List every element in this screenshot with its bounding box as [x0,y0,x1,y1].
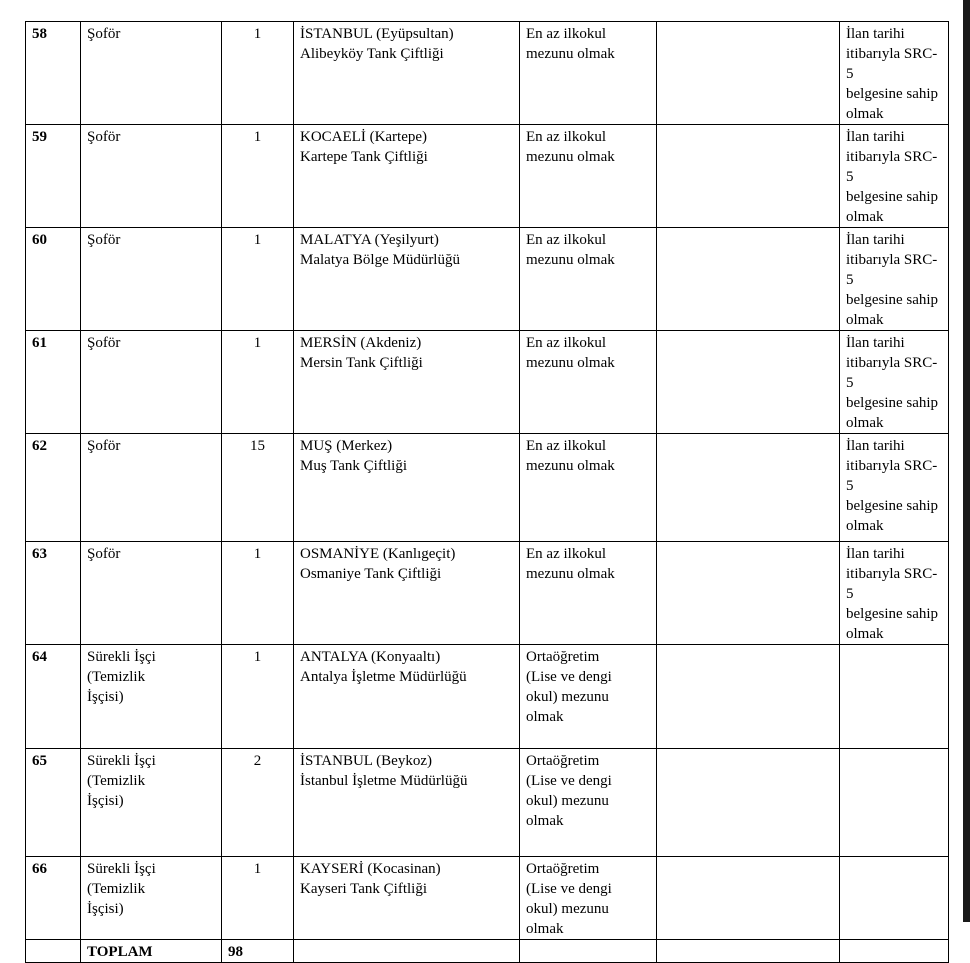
education-cell [520,228,657,331]
education-cell-line: mezunu olmak [526,566,615,582]
education-cell [520,542,657,645]
position-cell-line: İşçisi) [87,793,124,809]
notes-cell [840,645,949,749]
row-number: 65 [26,749,81,857]
total-empty-cell [294,940,520,963]
location-cell-line: Kayseri Tank Çiftliği [300,881,427,897]
education-cell-line: mezunu olmak [526,46,615,62]
education-cell [520,22,657,125]
notes-cell-line: belgesine sahip [846,86,939,102]
notes-cell-line: olmak [846,518,884,534]
table-row [26,22,949,125]
table-body [26,22,949,963]
position-cell [81,434,222,542]
table-row [26,331,949,434]
row-number: 59 [26,125,81,228]
extra-cell [657,434,840,542]
education-cell-line: En az ilkokul [526,26,606,42]
notes-cell-line: olmak [846,415,884,431]
education-cell [520,434,657,542]
count-cell: 1 [222,645,294,749]
table-row [26,228,949,331]
education-cell-line: En az ilkokul [526,232,606,248]
location-cell-line: Antalya İşletme Müdürlüğü [300,669,467,685]
extra-cell [657,542,840,645]
extra-cell [657,645,840,749]
education-cell-line: (Lise ve dengi [526,773,612,789]
position-cell-line: Şoför [87,546,121,562]
education-cell [520,125,657,228]
count-cell: 1 [222,331,294,434]
notes-cell-line: belgesine sahip [846,606,939,622]
table-row [26,749,949,857]
notes-cell-line: İlan tarihi [846,232,905,248]
education-cell-line: mezunu olmak [526,149,615,165]
notes-cell-line: belgesine sahip [846,498,939,514]
education-cell-line: mezunu olmak [526,252,615,268]
education-cell-line: En az ilkokul [526,438,606,454]
position-cell-line: Şoför [87,232,121,248]
count-cell: 15 [222,434,294,542]
total-row [26,940,949,963]
education-cell-line: (Lise ve dengi [526,881,612,897]
notes-cell [840,125,949,228]
position-cell-line: Şoför [87,438,121,454]
education-cell-line: Ortaöğretim [526,753,600,769]
notes-cell-line: itibarıyla SRC-5 [846,355,938,391]
location-cell [294,331,520,434]
notes-cell-line: itibarıyla SRC-5 [846,252,938,288]
education-cell-line: okul) mezunu [526,901,609,917]
table-row [26,542,949,645]
extra-cell [657,331,840,434]
education-cell-line: En az ilkokul [526,546,606,562]
education-cell-line: olmak [526,813,564,829]
education-cell-line: mezunu olmak [526,355,615,371]
education-cell-line: Ortaöğretim [526,861,600,877]
position-cell-line: (Temizlik [87,669,146,685]
location-cell [294,857,520,940]
position-cell-line: (Temizlik [87,881,146,897]
education-cell-line: Ortaöğretim [526,649,600,665]
position-cell-line: Şoför [87,26,121,42]
position-cell-line: (Temizlik [87,773,146,789]
count-cell: 2 [222,749,294,857]
position-cell-line: Sürekli İşçi [87,753,156,769]
position-cell [81,645,222,749]
extra-cell [657,22,840,125]
count-cell: 1 [222,22,294,125]
row-number: 60 [26,228,81,331]
location-cell-line: KAYSERİ (Kocasinan) [300,861,441,877]
location-cell-line: Muş Tank Çiftliği [300,458,408,474]
position-cell [81,228,222,331]
education-cell-line: okul) mezunu [526,793,609,809]
extra-cell [657,125,840,228]
extra-cell [657,749,840,857]
education-cell [520,857,657,940]
position-cell [81,125,222,228]
education-cell [520,645,657,749]
location-cell [294,22,520,125]
location-cell-line: MERSİN (Akdeniz) [300,335,422,351]
notes-cell-line: itibarıyla SRC-5 [846,149,938,185]
location-cell-line: ANTALYA (Konyaaltı) [300,649,441,665]
total-empty-cell [520,940,657,963]
row-number: 61 [26,331,81,434]
position-cell [81,749,222,857]
notes-cell-line: İlan tarihi [846,438,905,454]
location-cell [294,228,520,331]
notes-cell-line: İlan tarihi [846,26,905,42]
education-cell-line: okul) mezunu [526,689,609,705]
education-cell-line: En az ilkokul [526,335,606,351]
table-row [26,434,949,542]
position-cell [81,857,222,940]
location-cell-line: İstanbul İşletme Müdürlüğü [300,773,468,789]
table-row [26,125,949,228]
job-listing-table [25,21,949,963]
location-cell-line: İSTANBUL (Beykoz) [300,753,432,769]
position-cell-line: Şoför [87,335,121,351]
table-row [26,857,949,940]
position-cell [81,331,222,434]
row-number: 58 [26,22,81,125]
notes-cell [840,749,949,857]
position-cell-line: İşçisi) [87,689,124,705]
notes-cell-line: itibarıyla SRC-5 [846,458,938,494]
row-number: 63 [26,542,81,645]
page-edge-bar [963,0,970,922]
notes-cell-line: belgesine sahip [846,395,939,411]
location-cell [294,125,520,228]
location-cell [294,749,520,857]
notes-cell-line: olmak [846,626,884,642]
notes-cell-line: olmak [846,209,884,225]
position-cell-line: İşçisi) [87,901,124,917]
row-number: 64 [26,645,81,749]
notes-cell [840,542,949,645]
location-cell-line: Alibeyköy Tank Çiftliği [300,46,444,62]
notes-cell-line: olmak [846,312,884,328]
notes-cell-line: itibarıyla SRC-5 [846,566,938,602]
location-cell-line: Osmaniye Tank Çiftliği [300,566,442,582]
position-cell-line: Şoför [87,129,121,145]
location-cell-line: MUŞ (Merkez) [300,438,393,454]
notes-cell [840,857,949,940]
position-cell-line: Sürekli İşçi [87,649,156,665]
education-cell-line: (Lise ve dengi [526,669,612,685]
notes-cell-line: İlan tarihi [846,546,905,562]
notes-cell-line: itibarıyla SRC-5 [846,46,938,82]
education-cell-line: mezunu olmak [526,458,615,474]
position-cell [81,542,222,645]
total-count: 98 [222,940,294,963]
education-cell-line: En az ilkokul [526,129,606,145]
notes-cell [840,331,949,434]
location-cell-line: Mersin Tank Çiftliği [300,355,423,371]
count-cell: 1 [222,857,294,940]
count-cell: 1 [222,228,294,331]
position-cell-line: Sürekli İşçi [87,861,156,877]
table-row [26,645,949,749]
count-cell: 1 [222,125,294,228]
location-cell-line: Kartepe Tank Çiftliği [300,149,428,165]
education-cell [520,331,657,434]
total-empty-cell [26,940,81,963]
extra-cell [657,857,840,940]
location-cell-line: İSTANBUL (Eyüpsultan) [300,26,454,42]
total-empty-cell [657,940,840,963]
notes-cell-line: olmak [846,106,884,122]
location-cell [294,434,520,542]
position-cell [81,22,222,125]
education-cell-line: olmak [526,709,564,725]
total-empty-cell [840,940,949,963]
location-cell-line: Malatya Bölge Müdürlüğü [300,252,460,268]
count-cell: 1 [222,542,294,645]
education-cell [520,749,657,857]
location-cell-line: MALATYA (Yeşilyurt) [300,232,439,248]
notes-cell [840,434,949,542]
notes-cell [840,22,949,125]
row-number: 62 [26,434,81,542]
location-cell [294,542,520,645]
education-cell-line: olmak [526,921,564,937]
notes-cell-line: belgesine sahip [846,189,939,205]
location-cell-line: OSMANİYE (Kanlıgeçit) [300,546,456,562]
notes-cell-line: İlan tarihi [846,129,905,145]
location-cell-line: KOCAELİ (Kartepe) [300,129,428,145]
location-cell [294,645,520,749]
notes-cell [840,228,949,331]
extra-cell [657,228,840,331]
row-number: 66 [26,857,81,940]
notes-cell-line: İlan tarihi [846,335,905,351]
notes-cell-line: belgesine sahip [846,292,939,308]
total-label: TOPLAM [81,940,222,963]
